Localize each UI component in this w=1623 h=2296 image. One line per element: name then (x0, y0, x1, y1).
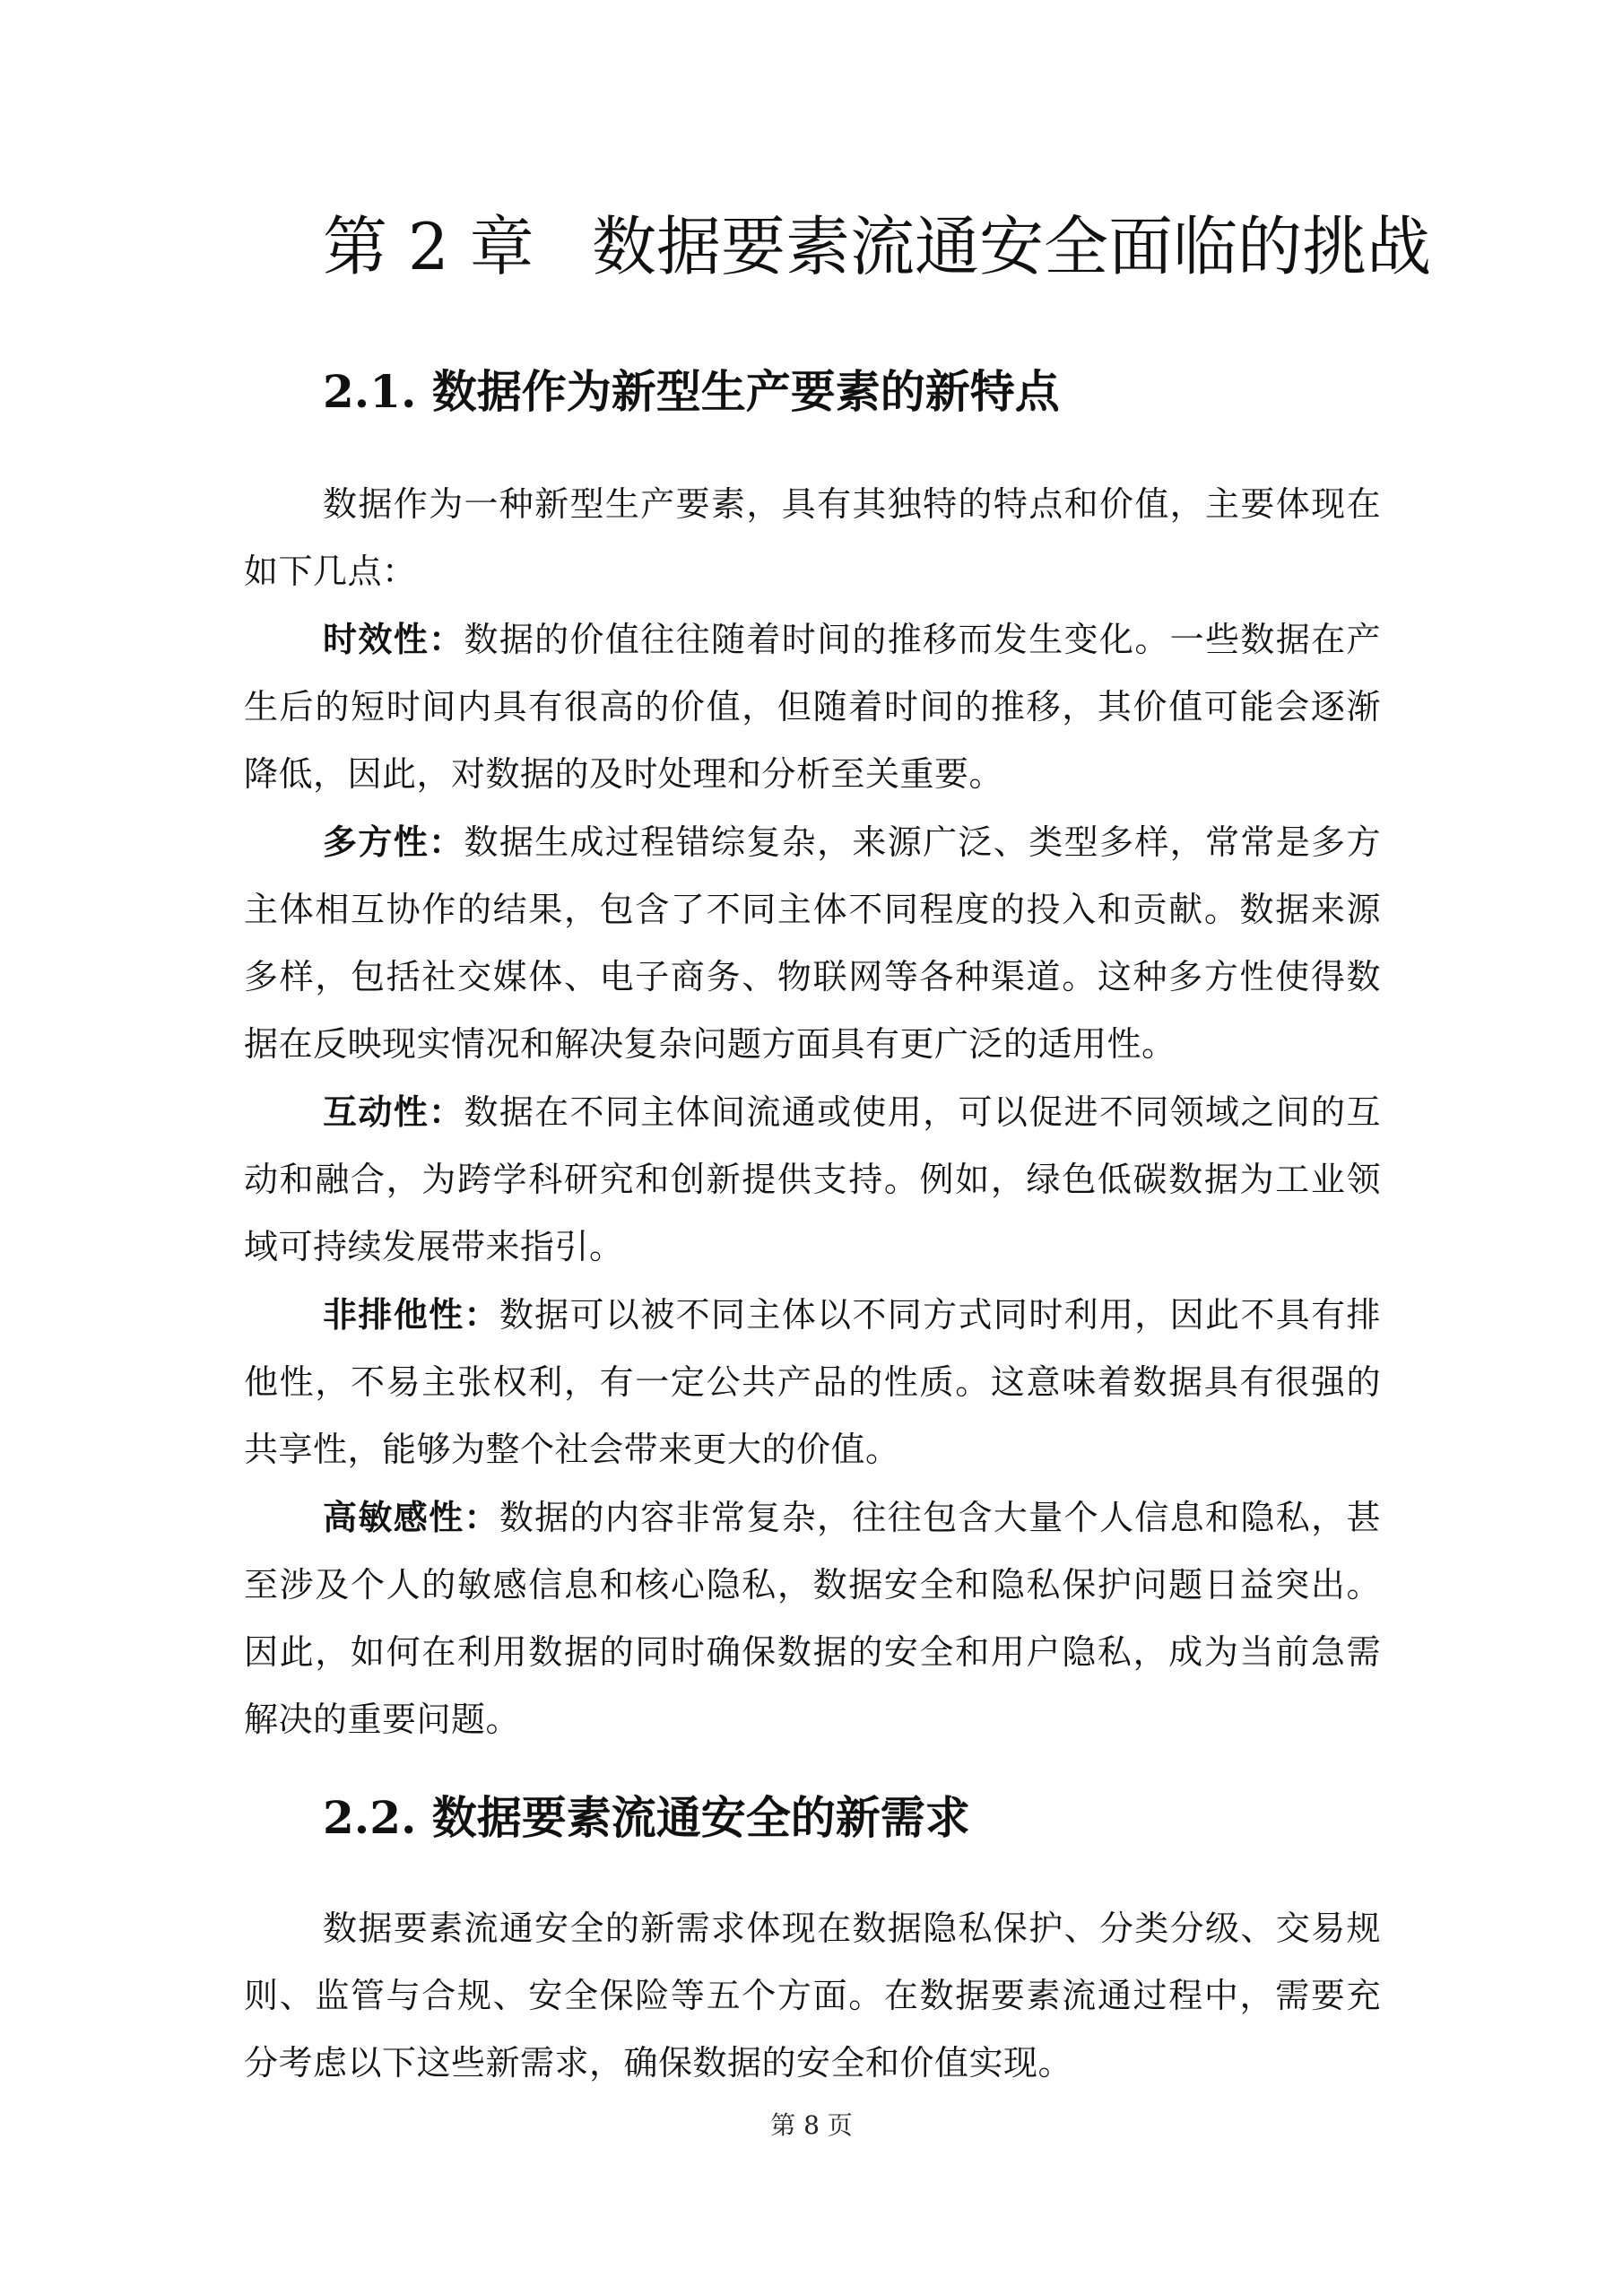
feature-paragraph-sensitivity (244, 1483, 1381, 1753)
feature-term: 高敏感性： (323, 1497, 499, 1537)
feature-text: 数据的内容非常复杂，往往包含大量个人信息和隐私，甚至涉及个人的敏感信息和核心隐私，数据安全和隐私保护问题日益突出。因此，如何在利用数据的同时确保数据的安全和用户隐私，成为当前急需解决的重要问题。 (244, 1498, 1381, 1739)
feature-text: 数据生成过程错综复杂，来源广泛、类型多样，常常是多方主体相互协作的结果，包含了不同主体不同程度的投入和贡献。数据来源多样，包括社交媒体、电子商务、物联网等各种渠道。这种多方性使得数据在反映现实情况和解决复杂问题方面具有更广泛的适用性。 (244, 822, 1381, 1064)
feature-term: 互动性： (323, 1091, 464, 1132)
feature-paragraph-multiparty (244, 808, 1381, 1078)
chapter-number: 第 2 章 (323, 209, 534, 284)
feature-text: 数据的价值往往随着时间的推移而发生变化。一些数据在产生后的短时间内具有很高的价值，但随着时间的推移，其价值可能会逐渐降低，因此，对数据的及时处理和分析至关重要。 (244, 620, 1381, 794)
section-heading-2-1: 2.1. 数据作为新型生产要素的新特点 (323, 365, 1060, 418)
section-2-1-body (244, 471, 1381, 1753)
feature-text: 数据可以被不同主体以不同方式同时利用，因此不具有排他性，不易主张权利，有一定公共产品的性质。这意味着数据具有很强的共享性，能够为整个社会带来更大的价值。 (244, 1295, 1381, 1469)
feature-term: 多方性： (323, 822, 464, 862)
feature-paragraph-timeliness (244, 605, 1381, 808)
page-number: 第 8 页 (770, 2110, 853, 2140)
section-heading-2-2: 2.2. 数据要素流通安全的新需求 (323, 1791, 970, 1844)
feature-paragraph-interactivity (244, 1078, 1381, 1281)
chapter-title (323, 202, 1488, 291)
chapter-title-text: 数据要素流通安全面临的挑战 (592, 209, 1432, 284)
section-2-2-paragraph: 数据要素流通安全的新需求体现在数据隐私保护、分类分级、交易规则、监管与合规、安全保险等五个方面。在数据要素流通过程中，需要充分考虑以下这些新需求，确保数据的安全和价值实现。 (244, 1909, 1381, 2083)
feature-term: 非排他性： (323, 1294, 499, 1335)
intro-paragraph: 数据作为一种新型生产要素，具有其独特的特点和价值，主要体现在如下几点： (244, 484, 1381, 591)
feature-paragraph-non-exclusivity (244, 1281, 1381, 1483)
feature-text: 数据在不同主体间流通或使用，可以促进不同领域之间的互动和融合，为跨学科研究和创新提供支持。例如，绿色低碳数据为工业领域可持续发展带来指引。 (244, 1092, 1381, 1266)
section-2-2-body (244, 1895, 1381, 2097)
feature-term: 时效性： (323, 619, 464, 659)
